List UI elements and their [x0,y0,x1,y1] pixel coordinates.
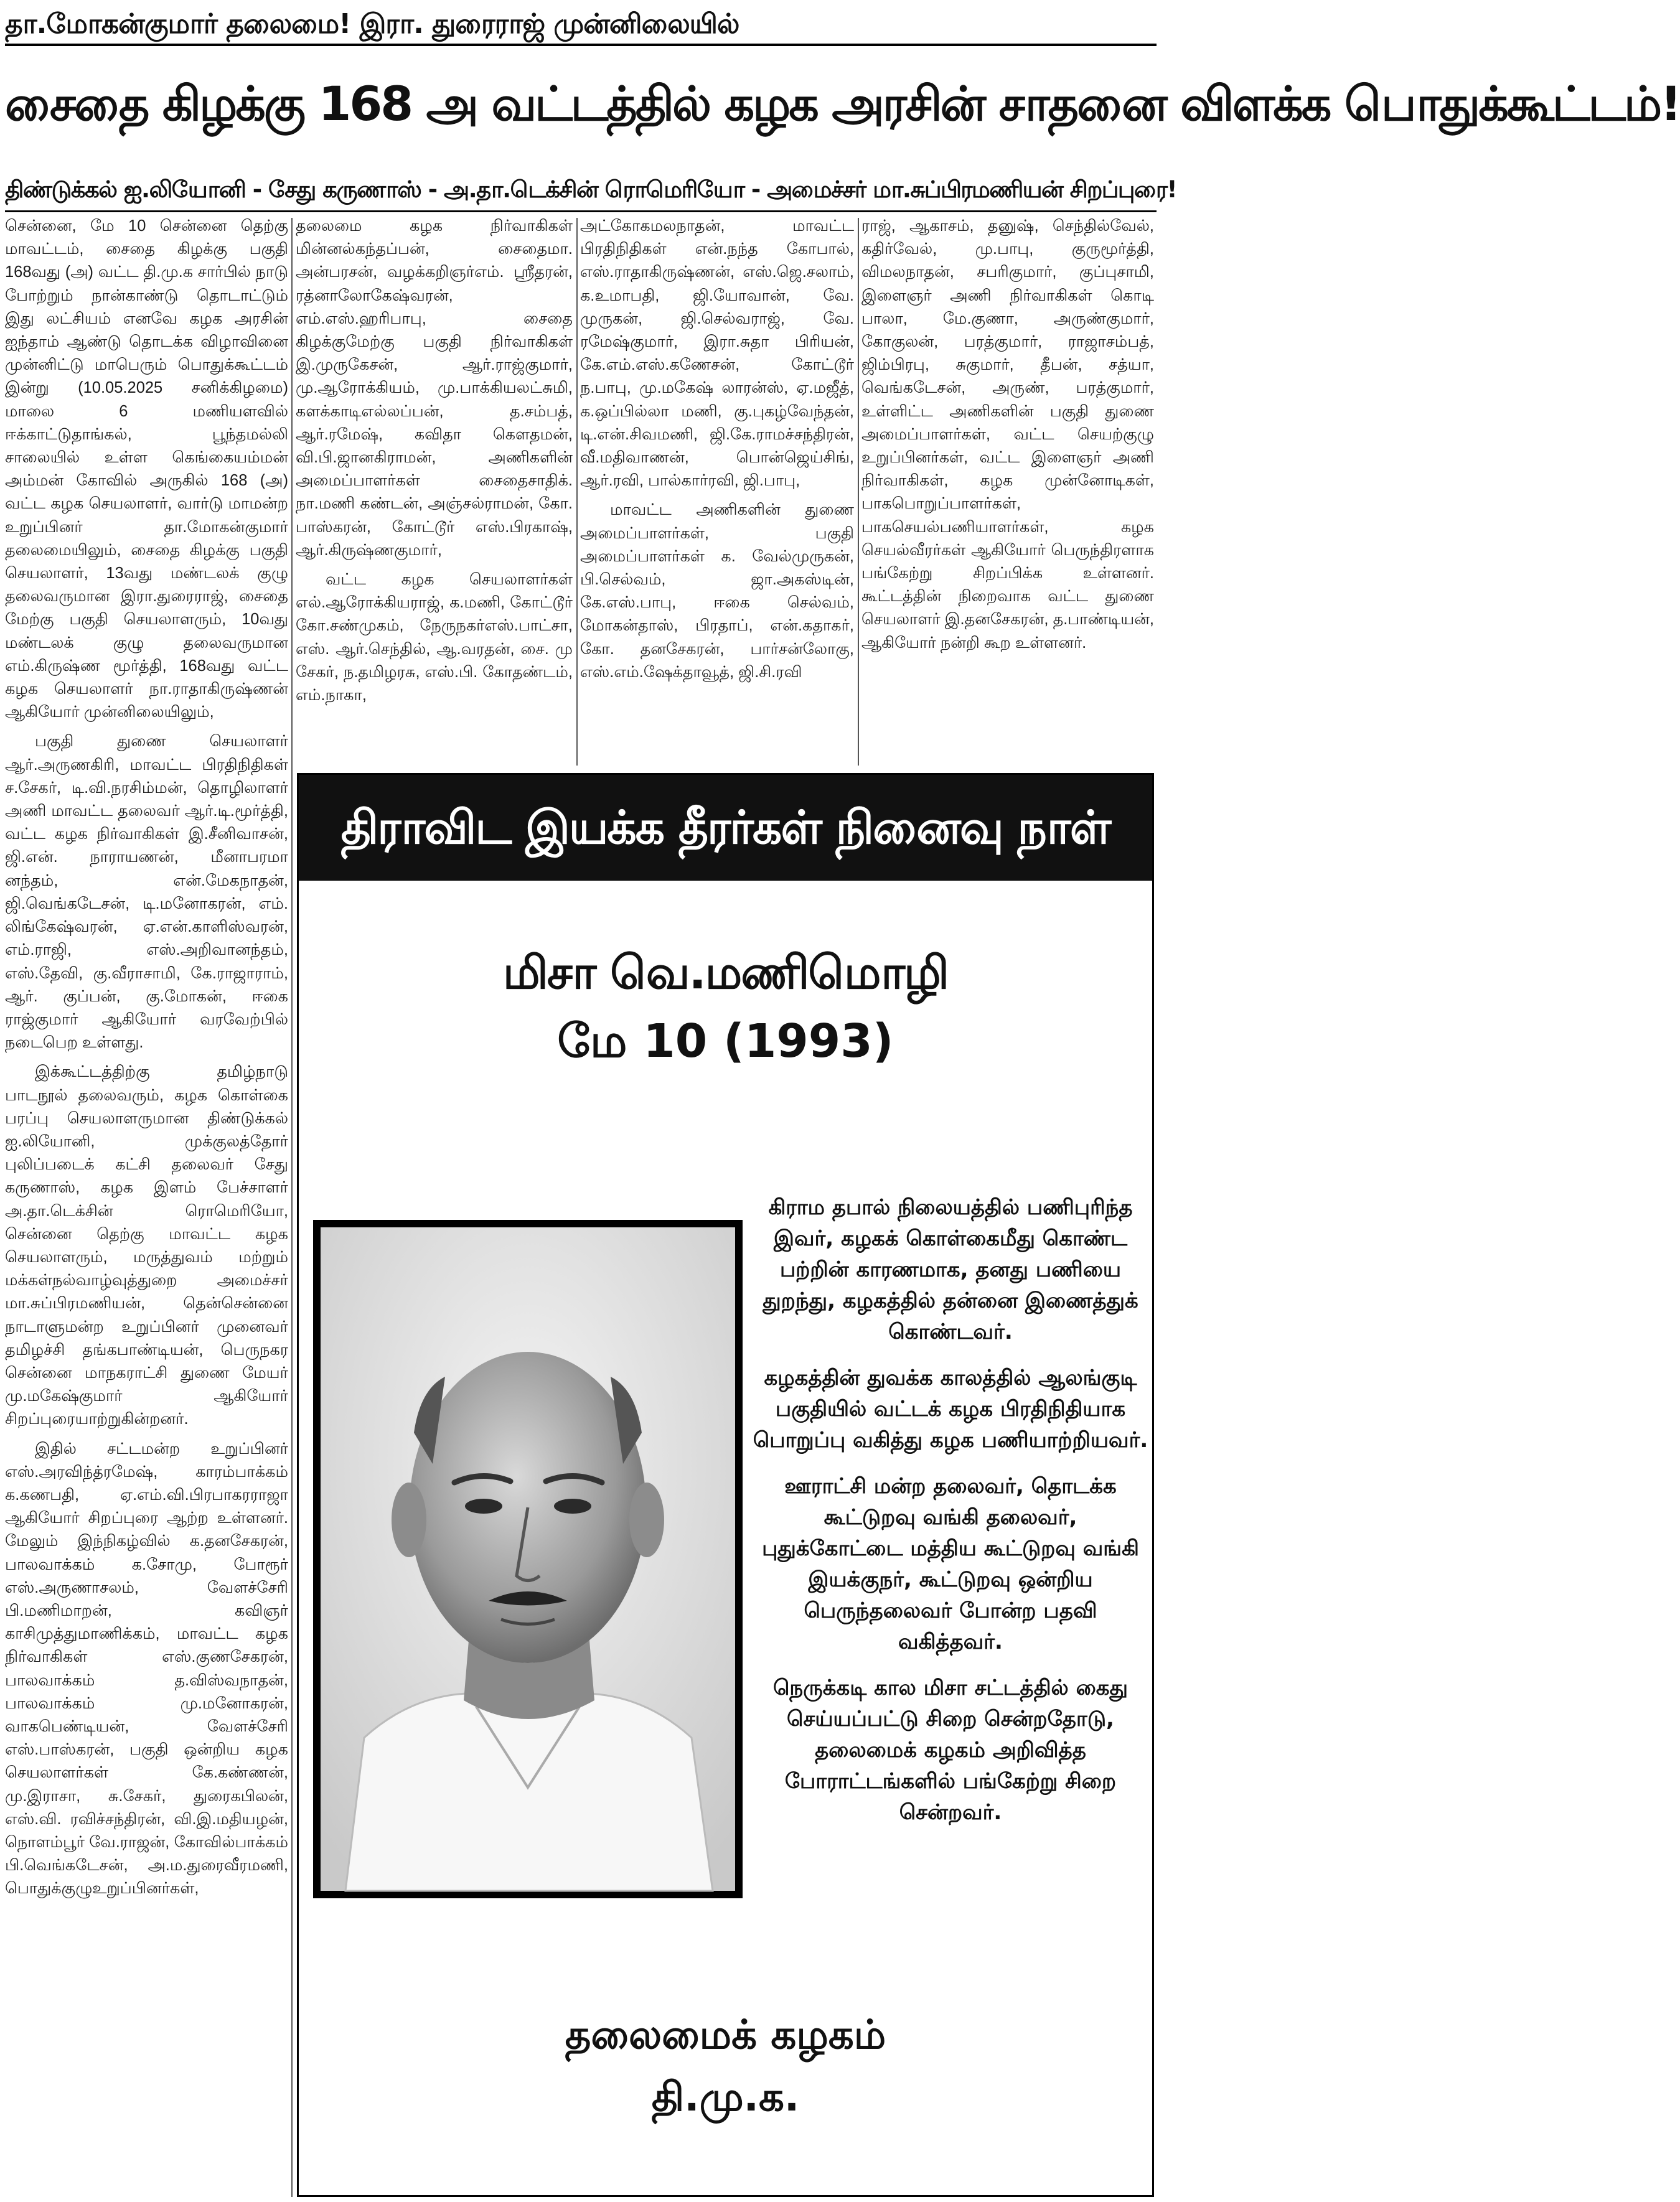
bio-paragraph: ஊராட்சி மன்ற தலைவர், தொடக்க கூட்டுறவு வங்கி தலைவர், புதுக்கோட்டை மத்திய கூட்டுறவு வங்கி இயக்குநர், கூட்டுறவு ஒன்றிய பெருந்தலைவர் போன்ற பதவி வகித்தவர். [762,1474,1139,1654]
bio-paragraph: கழகத்தின் துவக்க காலத்தில் ஆலங்குடி பகுதியில் வட்டக் கழக பிரதிநிதியாக பொறுப்பு வகித்து கழக பணியாற்றியவர். [753,1366,1148,1453]
article-paragraph: இதில் சட்டமன்ற உறுப்பினர் எஸ்.அரவிந்த்ரமேஷ், காரம்பாக்கம் க.கணபதி, ஏ.எம்.வி.பிரபாகரராஜா ஆகியோர் சிறப்புரை ஆற்ற உள்ளனர். மேலும் இந்நிகழ்வில் க.தனசேகரன், பாலவாக்கம் க.சோமு, போரூர் எஸ்.அருணாசலம், வேளச்சேரி பி.மணிமாறன், கவிஞர் காசிமுத்துமாணிக்கம், மாவட்ட கழக நிர்வாகிகள் எஸ்.குணசேகரன், பாலவாக்கம் த.விஸ்வநாதன், பாலவாக்கம் மு.மனோகரன், வாகபெண்டியன், வேளச்சேரி எஸ்.பாஸ்கரன், பகுதி ஒன்றிய கழக செயலாளர்கள் கே.கண்ணன், மு.இராசா, சு.சேகர், துரைகபிலன், எஸ்.வி. ரவிச்சந்திரன், வி.இ.மதியழன், நொளம்பூர் வே.ராஜன், கோவில்பாக்கம் பி.வெங்கடேசன், அ.ம.துரைவீரமணி, பொதுக்குழுஉறுப்பினர்கள், [5,1440,288,1898]
header-rule [5,210,1157,212]
column-separator [291,218,293,2197]
footer-line-party-name: தி.மு.க. [651,2074,800,2120]
portrait-image [321,1227,735,1891]
column-separator [576,218,578,766]
article-paragraph: அட்கோகமலநாதன், மாவட்ட பிரதிநிதிகள் என்.நந்த கோபால், எஸ்.ராதாகிருஷ்ணன், எஸ்.ஜெ.சலாம், க.உமாபதி, ஜி.யோவான், வே. முருகன், ஜி.செல்வராஜ், வே. ரமேஷ்குமார், இரா.சுதா பிரியன், கே.எம்.எஸ்.கணேசன், கோட்டூர் ந.பாபு, மு.மகேஷ் லாரன்ஸ், ஏ.மஜீத், க.ஒப்பில்லா மணி, கு.புகழ்வேந்தன், டி.என்.சிவமணி, ஜி.கே.ராமச்சந்திரன், வீ.மதிவாணன், பொன்ஜெய்சிங், ஆர்.ரவி, பால்கார்ரவி, ஜி.பாபு, [580,217,854,490]
kicker-line: தா.மோகன்குமார் தலைமை! இரா. துரைராஜ் முன்னிலையில் [5,5,1157,46]
article-paragraph: வட்ட கழக செயலாளர்கள் எல்.ஆரோக்கியராஜ், க.மணி, கோட்டூர் கோ.சண்முகம், நேருநகர்எஸ்.பாட்சா, எஸ். ஆர்.செந்தில், ஆ.வரதன், சை. மு சேகர், ந.தமிழரசு, எஸ்.பி. கோதண்டம், எம்.நாகா, [296,571,573,705]
column-separator [858,218,859,766]
article-paragraph: மாவட்ட அணிகளின் துணை அமைப்பாளர்கள், பகுதி அமைப்பாளர்கள் க. வேல்முருகன், பி.செல்வம், ஜா.அகஸ்டின், கே.எஸ்.பாபு, ஈகை செல்வம், மோகன்தாஸ், பிரதாப், என்.கதாகர், கோ. தனசேகரன், பார்சன்லோகு, எஸ்.எம்.ஷேக்தாவூத், ஜி.சி.ரவி [580,501,854,681]
portrait-photo [313,1220,743,1898]
article-paragraph: பகுதி துணை செயலாளர் ஆர்.அருணகிரி, மாவட்ட பிரதிநிதிகள் ச.சேகர், டி.வி.நரசிம்மன், தொழிலாளர் அணி மாவட்ட தலைவர் ஆர்.டி.மூர்த்தி, வட்ட கழக நிர்வாகிகள் இ.சீனிவாசன், ஜி.என். நாராயணன், மீனாபரமா னந்தம், என்.மேகநாதன், ஜி.வெங்கடேசன், டி.மனோகரன், எம். லிங்கேஷ்வரன், ஏ.என்.காளிஸ்வரன், எம்.ராஜி, எஸ்.அறிவானந்தம், எஸ்.தேவி, கு.வீராசாமி, கே.ராஜாராம், ஆர். குப்பன், கு.மோகன், ஈகை ராஜ்குமார் ஆகியோர் வரவேற்பில் நடைபெற உள்ளது. [5,733,288,1052]
footer-line-party-hq: தலைமைக் கழகம் [565,2012,886,2058]
article-paragraph: ராஜ், ஆகாசம், தனுஷ், செந்தில்வேல், கதிர்வேல், மு.பாபு, குருமூர்த்தி, விமலநாதன், சபரிகுமார், குப்புசாமி, இளைஞர் அணி நிர்வாகிகள் கொடி பாலா, மே.குணா, அருண்குமார், கோகுலன், பரத்குமார், ராஜாசம்பத், ஜிம்பிரபு, சுகுமார், தீபன், சத்யா, வெங்கடேசன், அருண், பரத்குமார், உள்ளிட்ட அணிகளின் பகுதி துணை அமைப்பாளர்கள், வட்ட செயற்குழு உறுப்பினர்கள், வட்ட இளைஞர் அணி நிர்வாகிகள், கழக முன்னோடிகள், பாகபொறுப்பாளர்கள், பாகசெயல்பணியாளர்கள், கழக செயல்வீரர்கள் ஆகியோர் பெருந்திரளாக பங்கேற்று சிறப்பிக்க உள்ளனர். கூட்டத்தின் நிறைவாக வட்ட துணை செயலாளர் இ.தனசேகரன், த.பாண்டியன், ஆகியோர் நன்றி கூற உள்ளனர். [861,217,1154,652]
headline: சைதை கிழக்கு 168 அ வட்டத்தில் கழக அரசின் சாதனை விளக்க பொதுக்கூட்டம்! [5,76,1680,131]
article-paragraph: தலைமை கழக நிர்வாகிகள் மின்னல்கந்தப்பன், சைதைமா. அன்பரசன், வழக்கறிஞர்எம். ஸ்ரீதரன், ரத்னாலோகேஷ்வரன், எம்.எஸ்.ஹரிபாபு, சைதை கிழக்குமேற்கு பகுதி நிர்வாகிகள் இ.முருகேசன், ஆர்.ராஜ்குமார், மு.ஆரோக்கியம், மு.பாக்கியலட்சுமி, களக்காடிஎல்லப்பன், த.சம்பத், ஆர்.ரமேஷ், கவிதா கௌதமன், வி.பி.ஜானகிராமன், அணிகளின் அமைப்பாளர்கள் சைதைசாதிக். நா.மணி கண்டன், அஞ்சல்ராமன், கோ. பாஸ்கரன், கோட்டூர் எஸ்.பிரகாஷ், ஆர்.கிருஷ்ணகுமார், [296,217,573,559]
article-column-3 [580,215,854,769]
memorial-date: மே 10 (1993) [557,1014,894,1068]
bio-paragraph: நெருக்கடி கால மிசா சட்டத்தில் கைது செய்யப்பட்டு சிறை சென்றதோடு, தலைமைக் கழகம் அறிவித்த போராட்டங்களில் பங்கேற்று சிறை சென்றவர். [772,1675,1129,1825]
subheadline: திண்டுக்கல் ஐ.லியோனி - சேது கருணாஸ் - அ.தா.டெக்சின் ரொமெரியோ - அமைச்சர் மா.சுப்பிரமணியன் சிறப்புரை! [5,176,1176,203]
memorial-name: மிசா வெ.மணிமொழி [502,946,949,1000]
article-column-1 [5,215,288,2194]
bio-paragraph: கிராம தபால் நிலையத்தில் பணிபுரிந்த இவர், கழகக் கொள்கைமீது கொண்ட பற்றின் காரணமாக, தனது பணியை துறந்து, கழகத்தில் தன்னை இணைத்துக் கொண்டவர். [763,1195,1138,1344]
article-column-2 [296,215,573,769]
article-paragraph: சென்னை, மே 10 சென்னை தெற்கு மாவட்டம், சைதை கிழக்கு பகுதி 168வது (அ) வட்ட தி.மு.க சார்பில் நாடு போற்றும் நான்காண்டு தொடாட்டும் இது லட்சியம் எனவே கழக அரசின் ஐந்தாம் ஆண்டு தொடக்க விழாவினை முன்னிட்டு மாபெரும் பொதுக்கூட்டம் இன்று (10.05.2025 சனிக்கிழமை) மாலை 6 மணியளவில் ஈக்காட்டுதாங்கல், பூந்தமல்லி சாலையில் உள்ள கெங்கையம்மன் அம்மன் கோவில் அருகில் 168 (அ) வட்ட கழக செயலாளர், வார்டு மாமன்ற உறுப்பினர் தா.மோகன்குமார் தலைமையிலும், சைதை கிழக்கு பகுதி செயலாளர், 13வது மண்டலக் குழு தலைவருமான இரா.துரைராஜ், சைதை மேற்கு பகுதி செயலாளரும், 10வது மண்டலக் குழு தலைவருமான எம்.கிருஷ்ண மூர்த்தி, 168வது வட்ட கழக செயலாளர் நா.ராதாகிருஷ்ணன் ஆகியோர் முன்னிலையிலும், [5,217,288,721]
memorial-footer [299,2004,1152,2129]
article-column-4 [861,215,1154,769]
article-paragraph: இக்கூட்டத்திற்கு தமிழ்நாடு பாடநூல் தலைவரும், கழக கொள்கை பரப்பு செயலாளருமான திண்டுக்கல் ஐ.லியோனி, முக்குலத்தோர் புலிப்படைக் கட்சி தலைவர் சேது கருணாஸ், கழக இளம் பேச்சாளர் அ.தா.டெக்சின் ரொமெரியோ, சென்னை தெற்கு மாவட்ட கழக செயலாளரும், மருத்துவம் மற்றும் மக்கள்நல்வாழ்வுத்துறை அமைச்சர் மா.சுப்பிரமணியன், தென்சென்னை நாடாளுமன்ற உறுப்பினர் முனைவர் தமிழச்சி தங்கபாண்டியன், பெருநகர சென்னை மாநகராட்சி துணை மேயர் மு.மகேஷ்குமார் ஆகியோர் சிறப்புரையாற்றுகின்றனர். [5,1063,288,1428]
memorial-biography [751,1192,1150,1843]
memorial-box [297,773,1154,2197]
memorial-banner: திராவிட இயக்க தீரர்கள் நினைவு நாள் [299,775,1152,881]
